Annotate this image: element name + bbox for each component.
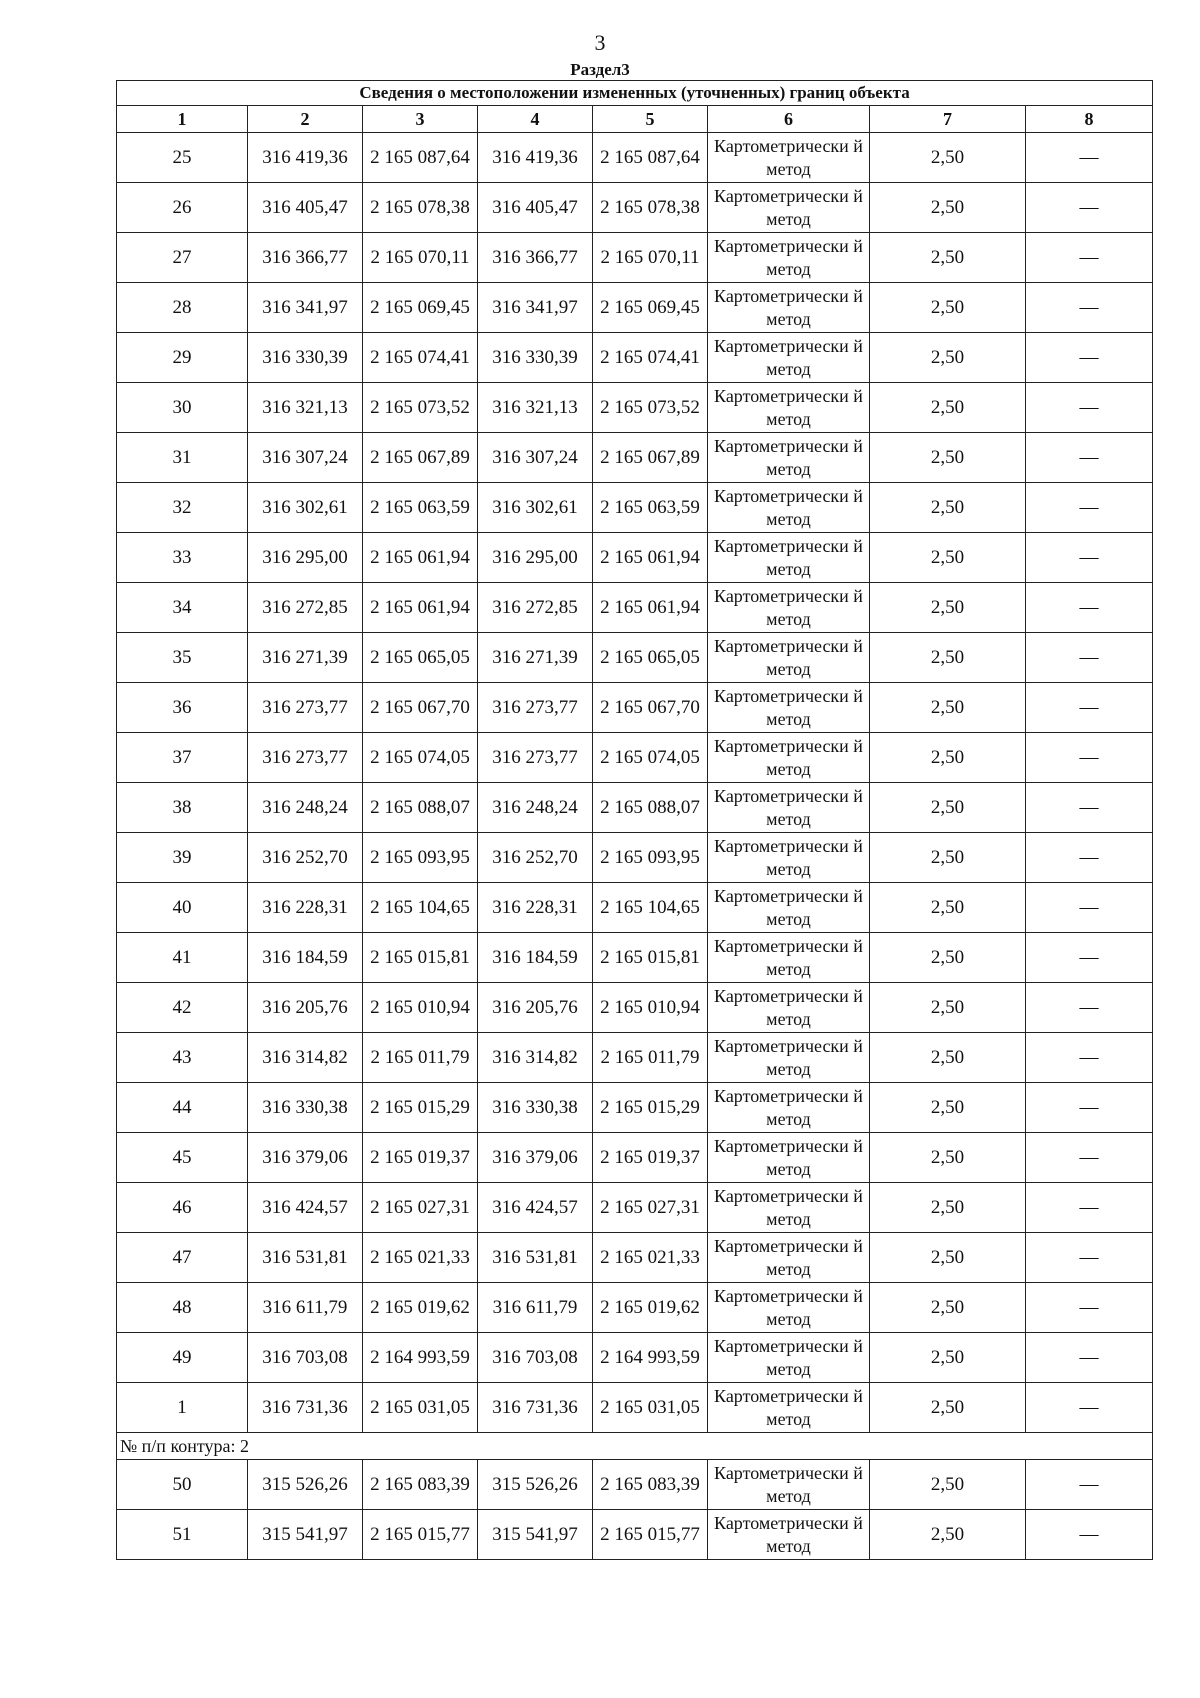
cell-x-existing: 316 205,76	[248, 983, 363, 1033]
cell-description: —	[1026, 1283, 1153, 1333]
cell-x-existing: 316 731,36	[248, 1383, 363, 1433]
table-row	[117, 233, 1153, 283]
cell-description: —	[1026, 233, 1153, 283]
cell-accuracy: 2,50	[870, 383, 1026, 433]
cell-point-number: 30	[117, 383, 248, 433]
cell-y-new: 2 165 019,37	[593, 1133, 708, 1183]
cell-accuracy: 2,50	[870, 183, 1026, 233]
cell-accuracy: 2,50	[870, 1510, 1026, 1560]
cell-point-number: 50	[117, 1460, 248, 1510]
cell-x-existing: 316 531,81	[248, 1233, 363, 1283]
cell-y-new: 2 165 074,05	[593, 733, 708, 783]
cell-y-existing: 2 165 070,11	[363, 233, 478, 283]
cell-x-existing: 316 330,39	[248, 333, 363, 383]
cell-y-existing: 2 165 074,05	[363, 733, 478, 783]
cell-point-number: 28	[117, 283, 248, 333]
cell-description: —	[1026, 1510, 1153, 1560]
column-header-4: 4	[478, 106, 593, 133]
cell-y-new: 2 165 065,05	[593, 633, 708, 683]
cell-x-new: 316 307,24	[478, 433, 593, 483]
table-row	[117, 133, 1153, 183]
cell-point-number: 34	[117, 583, 248, 633]
cell-x-existing: 316 379,06	[248, 1133, 363, 1183]
cell-method: Картометрически й метод	[708, 283, 870, 333]
cell-x-new: 316 366,77	[478, 233, 593, 283]
cell-description: —	[1026, 1233, 1153, 1283]
cell-x-new: 316 272,85	[478, 583, 593, 633]
cell-x-new: 316 321,13	[478, 383, 593, 433]
cell-method: Картометрически й метод	[708, 1383, 870, 1433]
cell-x-new: 316 228,31	[478, 883, 593, 933]
cell-description: —	[1026, 433, 1153, 483]
table-title: Сведения о местоположении измененных (уточненных) границ объекта	[117, 81, 1153, 106]
cell-x-new: 316 205,76	[478, 983, 593, 1033]
cell-x-existing: 316 248,24	[248, 783, 363, 833]
cell-y-existing: 2 165 061,94	[363, 533, 478, 583]
cell-y-existing: 2 165 015,77	[363, 1510, 478, 1560]
cell-y-existing: 2 165 074,41	[363, 333, 478, 383]
cell-point-number: 37	[117, 733, 248, 783]
cell-y-existing: 2 165 104,65	[363, 883, 478, 933]
contour-separator-row	[117, 1433, 1153, 1460]
cell-x-new: 316 248,24	[478, 783, 593, 833]
cell-x-existing: 316 273,77	[248, 733, 363, 783]
table-row	[117, 283, 1153, 333]
cell-y-new: 2 165 011,79	[593, 1033, 708, 1083]
cell-accuracy: 2,50	[870, 683, 1026, 733]
cell-point-number: 41	[117, 933, 248, 983]
cell-description: —	[1026, 533, 1153, 583]
cell-point-number: 1	[117, 1383, 248, 1433]
cell-point-number: 32	[117, 483, 248, 533]
cell-y-existing: 2 165 087,64	[363, 133, 478, 183]
cell-description: —	[1026, 383, 1153, 433]
cell-y-new: 2 165 104,65	[593, 883, 708, 933]
cell-point-number: 35	[117, 633, 248, 683]
cell-x-new: 316 302,61	[478, 483, 593, 533]
cell-y-existing: 2 165 015,29	[363, 1083, 478, 1133]
table-row	[117, 1333, 1153, 1383]
cell-y-existing: 2 165 031,05	[363, 1383, 478, 1433]
table-row	[117, 433, 1153, 483]
cell-accuracy: 2,50	[870, 283, 1026, 333]
cell-x-new: 316 611,79	[478, 1283, 593, 1333]
cell-y-new: 2 165 067,89	[593, 433, 708, 483]
cell-y-new: 2 165 010,94	[593, 983, 708, 1033]
cell-point-number: 46	[117, 1183, 248, 1233]
cell-point-number: 45	[117, 1133, 248, 1183]
cell-accuracy: 2,50	[870, 583, 1026, 633]
cell-y-existing: 2 165 083,39	[363, 1460, 478, 1510]
column-header-2: 2	[248, 106, 363, 133]
boundary-table	[116, 80, 1153, 1560]
cell-method: Картометрически й метод	[708, 1133, 870, 1183]
cell-x-new: 316 424,57	[478, 1183, 593, 1233]
cell-y-new: 2 165 078,38	[593, 183, 708, 233]
cell-accuracy: 2,50	[870, 1460, 1026, 1510]
cell-method: Картометрически й метод	[708, 1283, 870, 1333]
cell-y-existing: 2 165 065,05	[363, 633, 478, 683]
cell-accuracy: 2,50	[870, 1183, 1026, 1233]
cell-y-new: 2 165 088,07	[593, 783, 708, 833]
cell-point-number: 48	[117, 1283, 248, 1333]
cell-x-new: 316 295,00	[478, 533, 593, 583]
cell-point-number: 44	[117, 1083, 248, 1133]
cell-accuracy: 2,50	[870, 783, 1026, 833]
contour-label: № п/п контура: 2	[117, 1433, 1153, 1460]
cell-description: —	[1026, 733, 1153, 783]
cell-point-number: 33	[117, 533, 248, 583]
cell-y-new: 2 165 073,52	[593, 383, 708, 433]
cell-y-existing: 2 165 019,62	[363, 1283, 478, 1333]
cell-description: —	[1026, 583, 1153, 633]
cell-description: —	[1026, 483, 1153, 533]
cell-method: Картометрически й метод	[708, 483, 870, 533]
table-row	[117, 733, 1153, 783]
cell-y-new: 2 165 069,45	[593, 283, 708, 333]
cell-y-existing: 2 165 073,52	[363, 383, 478, 433]
cell-y-new: 2 165 015,81	[593, 933, 708, 983]
cell-y-existing: 2 165 061,94	[363, 583, 478, 633]
cell-method: Картометрически й метод	[708, 683, 870, 733]
cell-y-new: 2 165 083,39	[593, 1460, 708, 1510]
cell-y-existing: 2 165 011,79	[363, 1033, 478, 1083]
cell-y-existing: 2 165 021,33	[363, 1233, 478, 1283]
cell-x-new: 316 531,81	[478, 1233, 593, 1283]
cell-point-number: 47	[117, 1233, 248, 1283]
cell-y-new: 2 165 019,62	[593, 1283, 708, 1333]
cell-method: Картометрически й метод	[708, 233, 870, 283]
cell-method: Картометрически й метод	[708, 1233, 870, 1283]
cell-x-existing: 316 321,13	[248, 383, 363, 433]
cell-point-number: 36	[117, 683, 248, 733]
cell-x-new: 316 273,77	[478, 733, 593, 783]
cell-method: Картометрически й метод	[708, 583, 870, 633]
column-header-7: 7	[870, 106, 1026, 133]
cell-method: Картометрически й метод	[708, 1460, 870, 1510]
cell-y-existing: 2 165 067,89	[363, 433, 478, 483]
cell-y-new: 2 165 027,31	[593, 1183, 708, 1233]
table-row	[117, 183, 1153, 233]
table-row	[117, 1033, 1153, 1083]
cell-description: —	[1026, 833, 1153, 883]
cell-method: Картометрически й метод	[708, 633, 870, 683]
cell-y-existing: 2 165 063,59	[363, 483, 478, 533]
cell-point-number: 26	[117, 183, 248, 233]
cell-x-existing: 316 302,61	[248, 483, 363, 533]
cell-y-existing: 2 165 019,37	[363, 1133, 478, 1183]
cell-point-number: 51	[117, 1510, 248, 1560]
cell-x-new: 316 184,59	[478, 933, 593, 983]
cell-x-existing: 316 341,97	[248, 283, 363, 333]
cell-y-new: 2 164 993,59	[593, 1333, 708, 1383]
cell-x-existing: 316 272,85	[248, 583, 363, 633]
cell-y-new: 2 165 093,95	[593, 833, 708, 883]
cell-accuracy: 2,50	[870, 1333, 1026, 1383]
cell-x-new: 316 330,38	[478, 1083, 593, 1133]
cell-point-number: 40	[117, 883, 248, 933]
cell-x-existing: 316 252,70	[248, 833, 363, 883]
table-row	[117, 983, 1153, 1033]
table-row	[117, 483, 1153, 533]
column-header-5: 5	[593, 106, 708, 133]
column-header-3: 3	[363, 106, 478, 133]
cell-y-existing: 2 165 088,07	[363, 783, 478, 833]
cell-x-existing: 316 273,77	[248, 683, 363, 733]
cell-x-new: 316 330,39	[478, 333, 593, 383]
table-row	[117, 1460, 1153, 1510]
table-row	[117, 933, 1153, 983]
cell-method: Картометрически й метод	[708, 433, 870, 483]
cell-x-existing: 316 703,08	[248, 1333, 363, 1383]
cell-y-existing: 2 165 093,95	[363, 833, 478, 883]
cell-accuracy: 2,50	[870, 333, 1026, 383]
table-row	[117, 883, 1153, 933]
cell-accuracy: 2,50	[870, 1083, 1026, 1133]
table-row	[117, 583, 1153, 633]
cell-description: —	[1026, 633, 1153, 683]
section-title: Раздел3	[570, 60, 630, 79]
cell-description: —	[1026, 1033, 1153, 1083]
cell-y-new: 2 165 021,33	[593, 1233, 708, 1283]
cell-x-new: 316 405,47	[478, 183, 593, 233]
cell-description: —	[1026, 1333, 1153, 1383]
cell-method: Картометрически й метод	[708, 1033, 870, 1083]
cell-y-new: 2 165 070,11	[593, 233, 708, 283]
cell-x-existing: 316 366,77	[248, 233, 363, 283]
cell-y-new: 2 165 063,59	[593, 483, 708, 533]
cell-description: —	[1026, 283, 1153, 333]
cell-accuracy: 2,50	[870, 1233, 1026, 1283]
cell-y-existing: 2 165 015,81	[363, 933, 478, 983]
cell-x-existing: 316 184,59	[248, 933, 363, 983]
table-row	[117, 383, 1153, 433]
cell-method: Картометрически й метод	[708, 1510, 870, 1560]
cell-x-existing: 316 330,38	[248, 1083, 363, 1133]
cell-y-new: 2 165 015,77	[593, 1510, 708, 1560]
cell-x-existing: 316 307,24	[248, 433, 363, 483]
cell-description: —	[1026, 983, 1153, 1033]
column-header-row	[117, 106, 1153, 133]
cell-x-existing: 316 314,82	[248, 1033, 363, 1083]
cell-x-new: 316 271,39	[478, 633, 593, 683]
cell-description: —	[1026, 1083, 1153, 1133]
cell-method: Картометрически й метод	[708, 1083, 870, 1133]
cell-method: Картометрически й метод	[708, 833, 870, 883]
cell-description: —	[1026, 683, 1153, 733]
table-row	[117, 1133, 1153, 1183]
cell-x-new: 315 526,26	[478, 1460, 593, 1510]
cell-description: —	[1026, 1183, 1153, 1233]
cell-accuracy: 2,50	[870, 533, 1026, 583]
table-row	[117, 1233, 1153, 1283]
cell-method: Картометрически й метод	[708, 983, 870, 1033]
cell-method: Картометрически й метод	[708, 933, 870, 983]
cell-method: Картометрически й метод	[708, 733, 870, 783]
table-row	[117, 633, 1153, 683]
cell-y-new: 2 165 074,41	[593, 333, 708, 383]
page-number: 3	[594, 30, 606, 55]
cell-point-number: 27	[117, 233, 248, 283]
cell-x-new: 316 379,06	[478, 1133, 593, 1183]
table-row	[117, 1383, 1153, 1433]
cell-accuracy: 2,50	[870, 933, 1026, 983]
cell-x-existing: 316 419,36	[248, 133, 363, 183]
cell-description: —	[1026, 333, 1153, 383]
cell-x-new: 316 273,77	[478, 683, 593, 733]
column-header-8: 8	[1026, 106, 1153, 133]
cell-x-new: 316 314,82	[478, 1033, 593, 1083]
cell-accuracy: 2,50	[870, 983, 1026, 1033]
cell-point-number: 43	[117, 1033, 248, 1083]
cell-accuracy: 2,50	[870, 233, 1026, 283]
cell-method: Картометрически й метод	[708, 1333, 870, 1383]
cell-method: Картометрически й метод	[708, 1183, 870, 1233]
cell-accuracy: 2,50	[870, 833, 1026, 883]
cell-accuracy: 2,50	[870, 483, 1026, 533]
cell-method: Картометрически й метод	[708, 383, 870, 433]
cell-accuracy: 2,50	[870, 1133, 1026, 1183]
cell-x-existing: 316 424,57	[248, 1183, 363, 1233]
cell-y-new: 2 165 015,29	[593, 1083, 708, 1133]
cell-method: Картометрически й метод	[708, 133, 870, 183]
cell-method: Картометрически й метод	[708, 533, 870, 583]
cell-description: —	[1026, 1460, 1153, 1510]
cell-y-existing: 2 165 069,45	[363, 283, 478, 333]
cell-y-existing: 2 165 067,70	[363, 683, 478, 733]
cell-description: —	[1026, 1383, 1153, 1433]
table-row	[117, 533, 1153, 583]
cell-x-new: 316 341,97	[478, 283, 593, 333]
cell-description: —	[1026, 133, 1153, 183]
cell-y-new: 2 165 031,05	[593, 1383, 708, 1433]
table-row	[117, 833, 1153, 883]
cell-x-existing: 316 228,31	[248, 883, 363, 933]
cell-x-new: 316 419,36	[478, 133, 593, 183]
cell-accuracy: 2,50	[870, 633, 1026, 683]
cell-y-new: 2 165 067,70	[593, 683, 708, 733]
cell-y-new: 2 165 087,64	[593, 133, 708, 183]
table-row	[117, 1510, 1153, 1560]
column-header-6: 6	[708, 106, 870, 133]
cell-description: —	[1026, 783, 1153, 833]
table-row	[117, 783, 1153, 833]
cell-point-number: 49	[117, 1333, 248, 1383]
cell-accuracy: 2,50	[870, 433, 1026, 483]
cell-point-number: 39	[117, 833, 248, 883]
cell-method: Картометрически й метод	[708, 183, 870, 233]
cell-x-existing: 316 295,00	[248, 533, 363, 583]
cell-x-existing: 316 611,79	[248, 1283, 363, 1333]
cell-point-number: 38	[117, 783, 248, 833]
cell-x-existing: 316 271,39	[248, 633, 363, 683]
cell-description: —	[1026, 1133, 1153, 1183]
cell-y-existing: 2 165 027,31	[363, 1183, 478, 1233]
cell-y-existing: 2 164 993,59	[363, 1333, 478, 1383]
table-row	[117, 1083, 1153, 1133]
cell-method: Картометрически й метод	[708, 783, 870, 833]
cell-point-number: 42	[117, 983, 248, 1033]
cell-accuracy: 2,50	[870, 733, 1026, 783]
cell-x-existing: 315 526,26	[248, 1460, 363, 1510]
cell-x-new: 316 252,70	[478, 833, 593, 883]
cell-x-new: 316 731,36	[478, 1383, 593, 1433]
cell-accuracy: 2,50	[870, 1283, 1026, 1333]
cell-method: Картометрически й метод	[708, 333, 870, 383]
cell-point-number: 25	[117, 133, 248, 183]
table-row	[117, 1183, 1153, 1233]
cell-y-existing: 2 165 010,94	[363, 983, 478, 1033]
cell-method: Картометрически й метод	[708, 883, 870, 933]
table-row	[117, 683, 1153, 733]
table-row	[117, 333, 1153, 383]
cell-y-existing: 2 165 078,38	[363, 183, 478, 233]
table-title-row	[117, 81, 1153, 106]
cell-x-existing: 316 405,47	[248, 183, 363, 233]
cell-point-number: 29	[117, 333, 248, 383]
cell-point-number: 31	[117, 433, 248, 483]
table-row	[117, 1283, 1153, 1333]
cell-y-new: 2 165 061,94	[593, 583, 708, 633]
cell-accuracy: 2,50	[870, 1383, 1026, 1433]
cell-x-new: 315 541,97	[478, 1510, 593, 1560]
cell-y-new: 2 165 061,94	[593, 533, 708, 583]
cell-x-new: 316 703,08	[478, 1333, 593, 1383]
cell-description: —	[1026, 183, 1153, 233]
cell-description: —	[1026, 883, 1153, 933]
cell-x-existing: 315 541,97	[248, 1510, 363, 1560]
cell-accuracy: 2,50	[870, 883, 1026, 933]
table-body	[117, 133, 1153, 1560]
cell-accuracy: 2,50	[870, 1033, 1026, 1083]
cell-description: —	[1026, 933, 1153, 983]
cell-accuracy: 2,50	[870, 133, 1026, 183]
column-header-1: 1	[117, 106, 248, 133]
